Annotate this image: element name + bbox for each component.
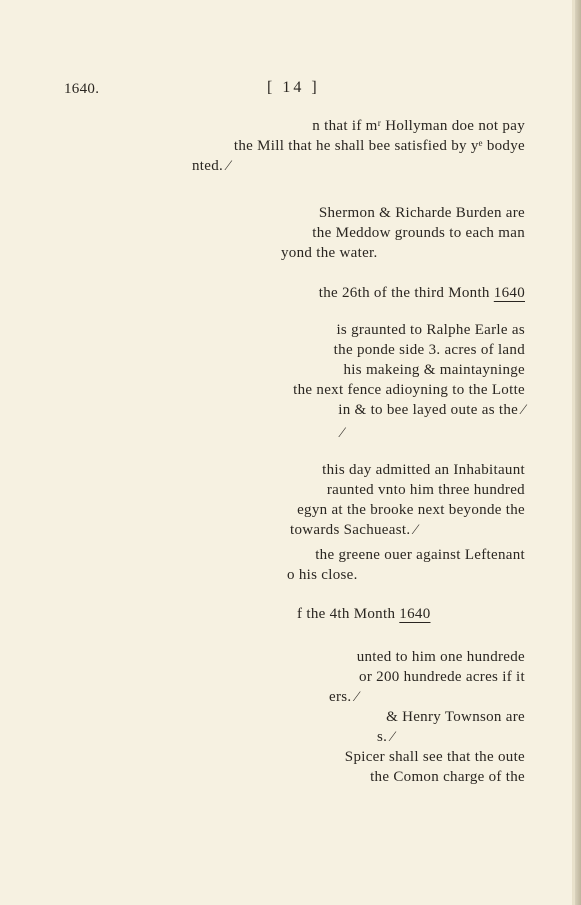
text-line: nted. ⁄ — [192, 158, 230, 174]
text-line: yond the water. — [281, 245, 378, 261]
section-date-line — [297, 605, 431, 623]
running-head-year: 1640. — [64, 81, 100, 97]
text-line: or 200 hundrede acres if it — [359, 669, 525, 685]
text-line: towards Sachueast. ⁄ — [290, 522, 418, 538]
page-edge — [575, 0, 581, 905]
page-number: [ 14 ] — [267, 79, 320, 96]
text-line: the ponde side 3. acres of land — [333, 342, 525, 358]
section-date-line — [319, 284, 525, 302]
text-line: the Mill that he shall bee satisfied by yᵉ bodye — [233, 138, 525, 154]
text-line: the Comon charge of the — [370, 769, 525, 785]
date-text: f the 4th Month — [297, 606, 400, 622]
text-line: egyn at the brooke next beyonde the — [297, 502, 525, 518]
text-line: this day admitted an Inhabitaunt — [322, 462, 525, 478]
year-underlined: 1640 — [399, 606, 431, 622]
text-line: the greene ouer against Leftenant — [315, 547, 525, 563]
text-line: o his close. — [287, 567, 358, 583]
text-line: in & to bee layed oute as the ⁄ — [338, 402, 525, 418]
text-line: raunted vnto him three hundred — [326, 482, 525, 498]
text-line: his makeing & maintayninge — [343, 362, 525, 378]
text-line: n that if mʳ Hollyman doe not pay — [312, 118, 525, 134]
text-line: the next fence adioyning to the Lotte — [293, 382, 525, 398]
date-text: the 26th of the third Month — [318, 285, 494, 301]
text-line: & Henry Townson are — [386, 709, 525, 725]
slash-mark: ⁄ — [341, 425, 344, 441]
year-underlined: 1640 — [493, 285, 525, 301]
text-line: unted to him one hundrede — [356, 649, 525, 665]
text-line: ers. ⁄ — [329, 689, 359, 705]
text-line: s. ⁄ — [377, 729, 395, 745]
text-line: Shermon & Richarde Burden are — [318, 205, 525, 221]
text-line: is graunted to Ralphe Earle as — [336, 322, 525, 338]
text-line: the Meddow grounds to each man — [312, 225, 525, 241]
text-line: Spicer shall see that the oute — [344, 749, 525, 765]
